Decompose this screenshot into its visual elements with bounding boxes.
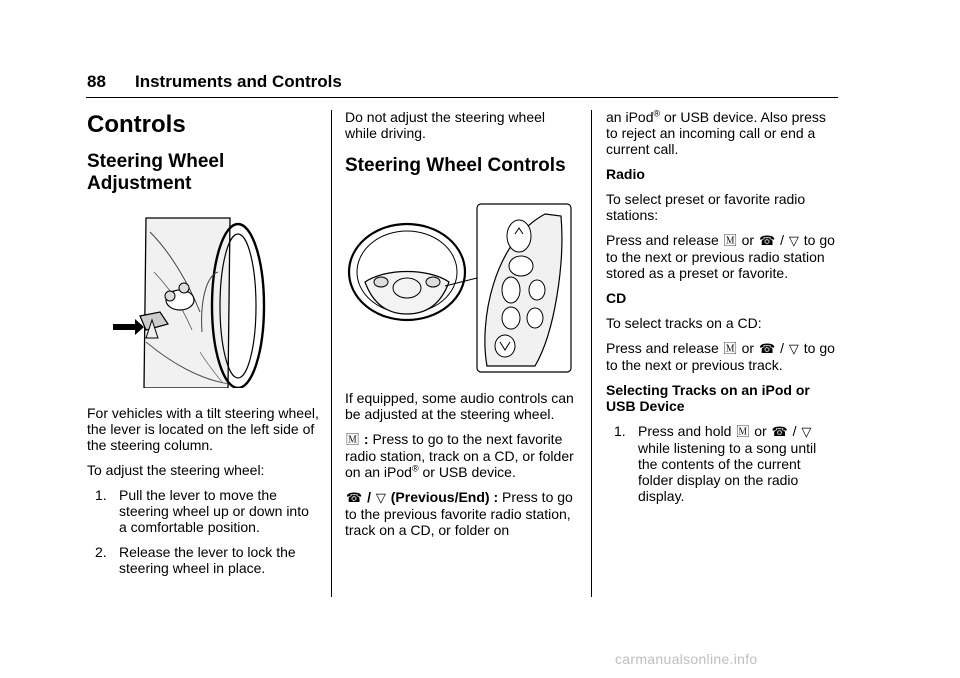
text: /: [788, 423, 801, 439]
page-heading: Controls: [87, 111, 186, 138]
steering-wheel-audio-controls-illustration: [345, 202, 573, 374]
text: to go to the next or previous track.: [606, 340, 835, 373]
cd-instructions: [606, 340, 838, 373]
radio-intro: To select preset or favorite radio stations:: [606, 191, 806, 223]
next-text: Press to go to the next favorite radio station, track on a CD, or folder on an iPod: [345, 431, 574, 480]
next-label: :: [360, 431, 373, 447]
text: Press and release: [606, 340, 723, 356]
previous-icon: ▽: [788, 234, 799, 249]
steering-controls-heading: Steering Wheel Controls: [345, 155, 566, 176]
column-1: [87, 151, 319, 195]
ipod-text-end: or USB device. Also press to reject an incoming call or end a current call.: [606, 109, 826, 157]
phone-end-icon: ☎: [758, 342, 776, 357]
ipod-text: an iPod: [606, 109, 654, 125]
column-3: [606, 109, 838, 513]
previous-icon: ▽: [375, 491, 386, 506]
next-favorite-icon: 🄼: [723, 234, 737, 249]
cd-heading: CD: [606, 290, 627, 306]
next-favorite-icon: 🄼: [723, 342, 737, 357]
column-2-body: [345, 390, 577, 547]
radio-instructions: [606, 232, 838, 281]
step-text: Release the lever to lock the steering wheel in place.: [119, 544, 296, 576]
previous-description: ☎ / ▽ (Previous/End) : Press to go to the previous favorite radio station, track on a CD, or folder on: [345, 489, 573, 538]
next-favorite-icon: 🄼: [346, 433, 360, 448]
registered-mark: ®: [653, 108, 661, 119]
previous-icon: ▽: [801, 425, 812, 440]
text: or: [737, 340, 758, 356]
ipod-continued: [606, 109, 838, 157]
list-item: [95, 544, 319, 576]
tilt-description: For vehicles with a tilt steering wheel, the lever is located on the left side of the steering column.: [87, 405, 319, 453]
radio-heading: Radio: [606, 166, 645, 182]
cd-intro: To select tracks on a CD:: [606, 315, 762, 331]
phone-end-icon: ☎: [771, 425, 788, 440]
text: or: [750, 423, 771, 439]
step-text: Pull the lever to move the steering wheel up or down into a comfortable position.: [119, 487, 309, 535]
phone-end-icon: ☎: [346, 491, 363, 506]
list-item: [614, 423, 838, 504]
text: /: [776, 232, 788, 248]
list-item: [95, 487, 319, 535]
text: or: [737, 232, 758, 248]
section-heading-line1: Steering Wheel: [87, 151, 225, 172]
ipod-usb-heading: Selecting Tracks on an iPod or USB Device: [606, 382, 810, 414]
audio-controls-intro: If equipped, some audio controls can be adjusted at the steering wheel.: [345, 390, 574, 422]
column-divider-1: [331, 110, 332, 597]
next-text-end: or USB device.: [418, 464, 516, 480]
column-divider-2: [591, 110, 592, 597]
next-favorite-icon: 🄼: [736, 425, 750, 440]
phone-end-icon: ☎: [758, 234, 776, 249]
text: while listening to a song until the contents of the current folder display on the radio display.: [638, 440, 817, 504]
column-1-body: [87, 405, 319, 585]
step-number: 1.: [95, 487, 107, 503]
step-number: 1.: [614, 423, 626, 439]
safety-note: Do not adjust the steering wheel while driving.: [345, 109, 546, 141]
text: Press and release: [606, 232, 723, 248]
next-description: [345, 431, 577, 480]
section-title: Instruments and Controls: [135, 72, 342, 91]
previous-icon: ▽: [788, 342, 799, 357]
text: to go to the next or previous radio station stored as a preset or favorite.: [606, 232, 835, 281]
section-heading-line2: Adjustment: [87, 173, 192, 194]
watermark: carmanualsonline.info: [615, 651, 758, 667]
column-2: [345, 109, 577, 177]
header-rule: [86, 97, 838, 98]
step-number: 2.: [95, 544, 107, 560]
adjust-intro: To adjust the steering wheel:: [87, 462, 265, 478]
tilt-steering-lever-illustration: [110, 212, 310, 388]
prev-text: Press to go to the previous favorite radio station, track on a CD, or folder on: [345, 489, 573, 538]
registered-mark: ®: [411, 463, 419, 474]
text: Press and hold: [638, 423, 736, 439]
page-number: 88: [87, 72, 106, 91]
prev-label: (Previous/End) :: [386, 489, 502, 505]
text: /: [776, 340, 788, 356]
